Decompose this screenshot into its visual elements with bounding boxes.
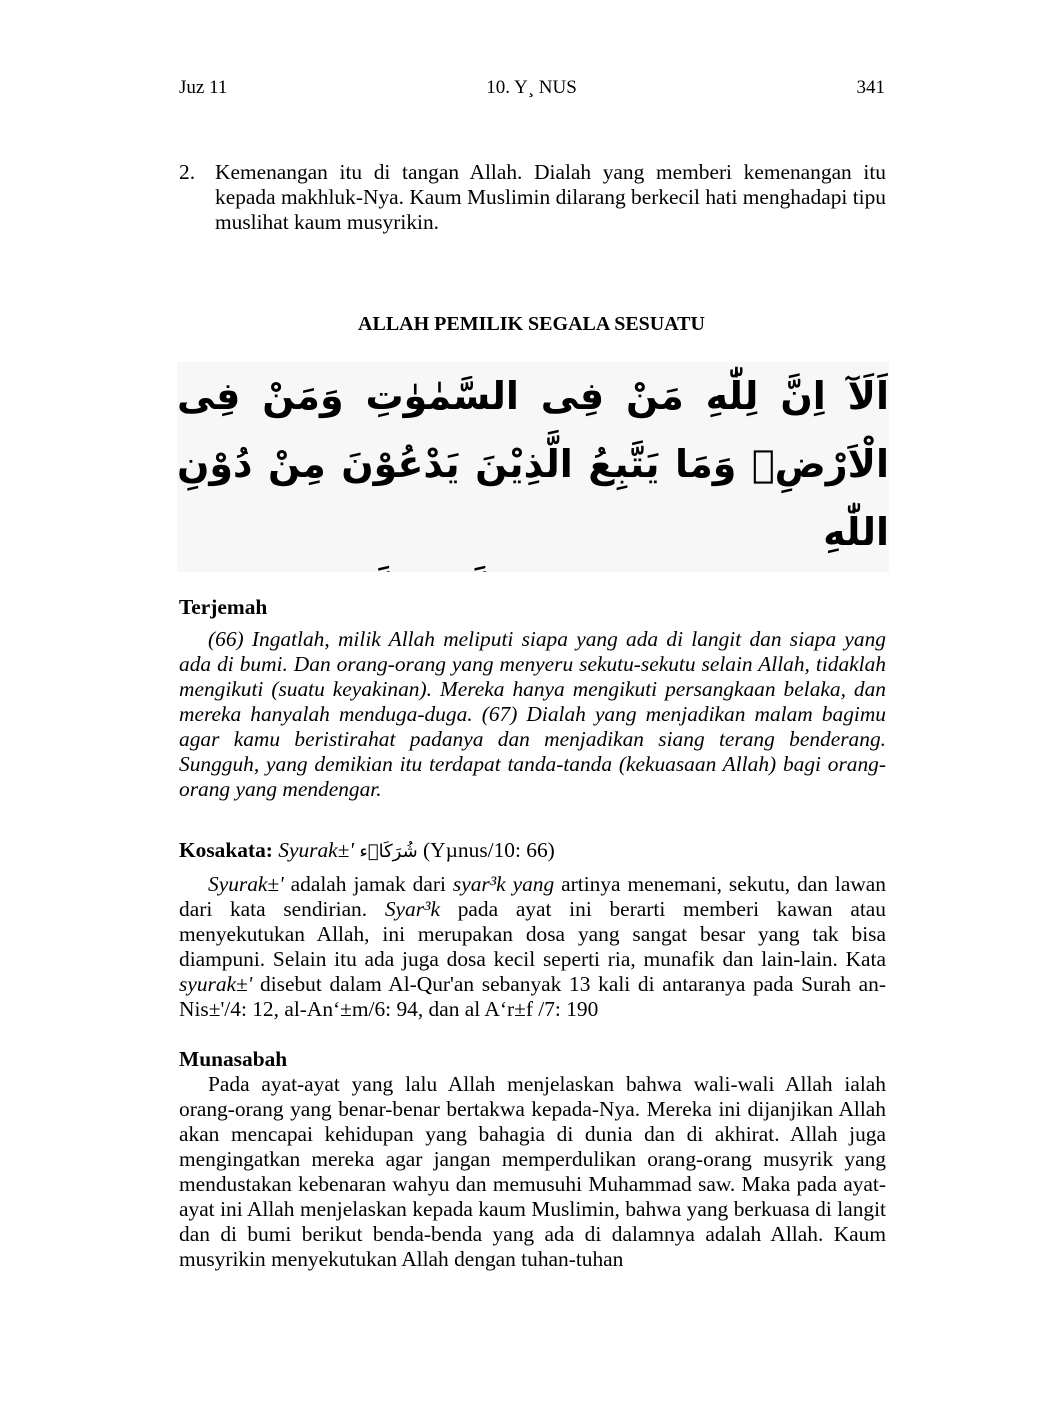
text-4: disebut dalam Al-Qur'an sebanyak 13 kali di antaranya pada Surah an-Nis±'/4: 12, al-An‘±m/6: 94, dan al A‘r±f /7: 190 xyxy=(179,972,886,1021)
kosakata-line xyxy=(179,838,886,864)
item-text: Kemenangan itu di tangan Allah. Dialah yang memberi kemenangan itu kepada makhluk-Nya. Kaum Muslimin dilarang berkecil hati menghadapi tipu muslihat kaum musyrikin. xyxy=(215,160,886,234)
terjemah-text: (66) Ingatlah, milik Allah meliputi siapa yang ada di langit dan siapa yang ada di bumi. Dan orang-orang yang menyeru sekutu-sekutu selain Allah, tidaklah mengikuti (suatu keyakinan). Mereka hanya mengikuti persangkaan belaka, dan mereka hanyalah menduga-duga. (67) Dialah yang menjadikan malam bagimu agar kamu beristirahat padanya dan menjadikan siang terang benderang. Sungguh, yang demikian itu terdapat tanda-tanda (kekuasaan Allah) bagi orang-orang yang mendengar. xyxy=(179,627,886,801)
kosakata-term: Syurak±' xyxy=(278,838,354,862)
term-4: syurak±' xyxy=(179,972,253,996)
kosakata-arabic: شُرَكَاۤء xyxy=(359,841,418,862)
term-3: Syar³k xyxy=(384,897,440,921)
kosakata-label: Kosakata: xyxy=(179,838,273,862)
juz-label: Juz 11 xyxy=(179,77,228,98)
munasabah-heading: Munasabah xyxy=(179,1047,288,1071)
item-number: 2. xyxy=(179,160,196,184)
term-1: Syurak±' xyxy=(208,872,284,896)
section-title: ALLAH PEMILIK SEGALA SESUATU xyxy=(358,313,705,335)
term-2: syar³k yang xyxy=(452,872,555,896)
terjemah-heading: Terjemah xyxy=(179,595,268,619)
text-3: pada ayat ini berarti memberi kawan atau menyekutukan Allah, ini merupakan dosa yang sangat besar yang tak bisa diampuni. Selain itu ada juga dosa kecil seperti ria, munafik dan lain-lain. Kata xyxy=(179,897,886,971)
kosakata-paragraph xyxy=(179,872,886,1022)
text-2: artinya menemani, sekutu, dan lawan dari kata sendirian. xyxy=(179,872,886,921)
numbered-item-2 xyxy=(179,160,886,235)
text-1: adalah jamak dari xyxy=(283,872,453,896)
munasabah-text: Pada ayat-ayat yang lalu Allah menjelaskan bahwa wali-wali Allah ialah orang-orang yang benar-benar bertakwa kepada-Nya. Mereka ini dijanjikan Allah akan mencapai kehidupan yang bahagia di dunia dan di akhirat. Allah juga mengingatkan mereka agar jangan memperdulikan orang-orang musyrik yang mendustakan kebenaran wahyu dan memusuhi Muhammad saw. Maka pada ayat-ayat ini Allah menjelaskan kepada kaum Muslimin, bahwa yang berkuasa di langit dan di bumi berikut benda-benda yang ada di dalamnya adalah Allah. Kaum musyrikin menyekutukan Allah dengan tuhan-tuhan xyxy=(179,1072,886,1271)
kosakata-ref: (Yµnus/10: 66) xyxy=(423,838,555,862)
arabic-verse: اَلَآ اِنَّ لِلّٰهِ مَنْ فِى السَّمٰوٰتِ وَمَنْ فِى الْاَرْضِۗ وَمَا يَتَّبِعُ الَّذِيْنَ يَدْعُوْنَ مِنْ دُوْنِ اللّٰهِ xyxy=(177,362,889,572)
surah-label: 10. Y¸ NUS xyxy=(486,77,577,98)
page-number: 341 xyxy=(856,77,885,98)
